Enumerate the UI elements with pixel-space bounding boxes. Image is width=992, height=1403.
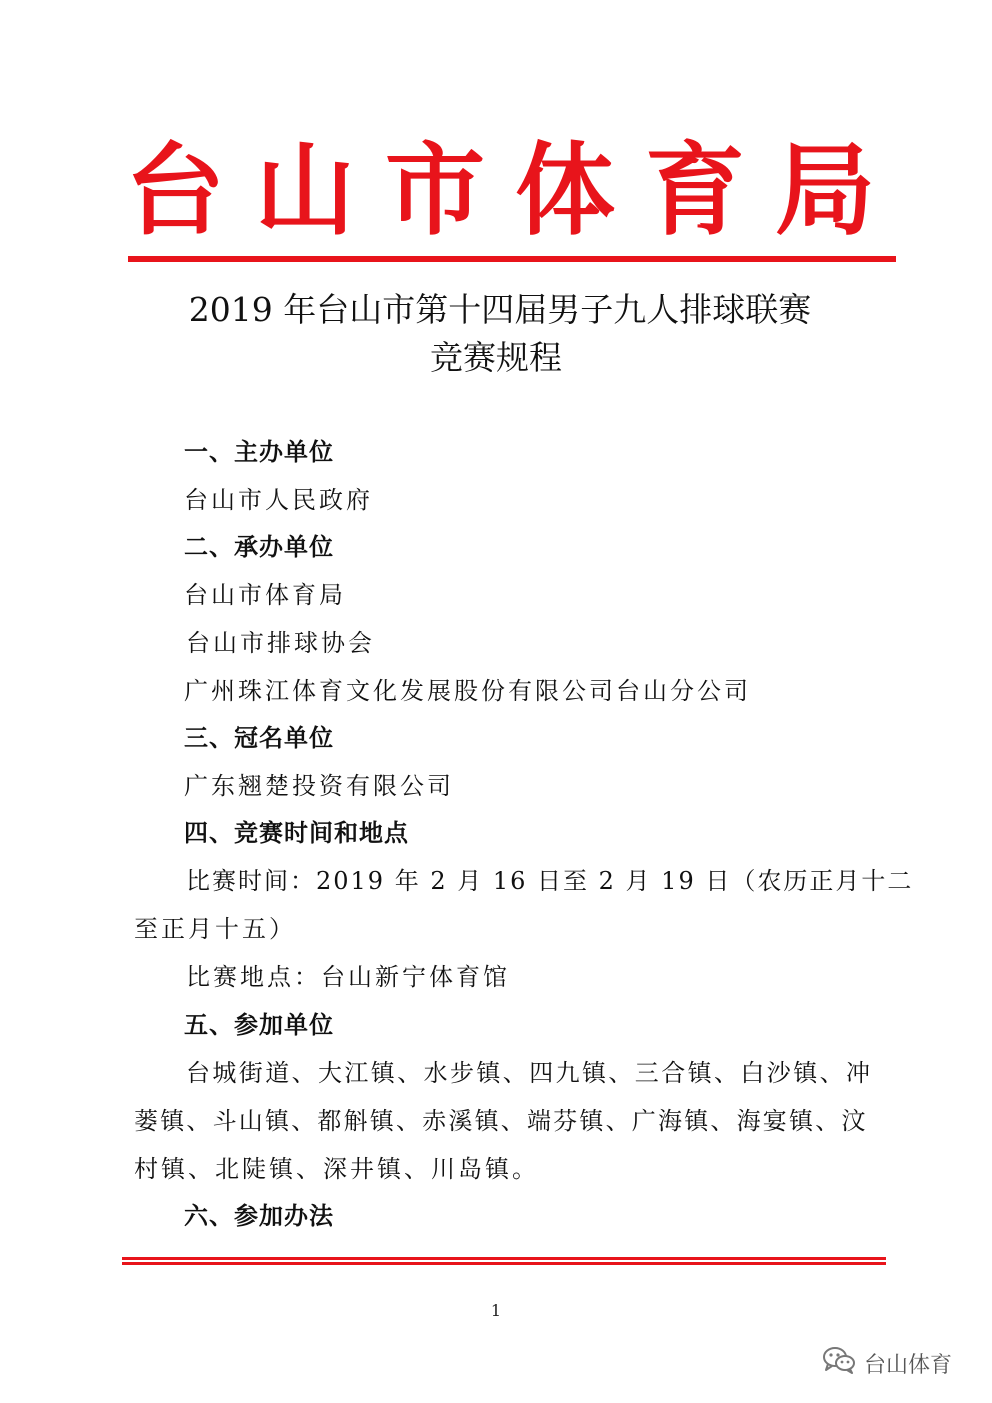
masthead-char: 市 (385, 132, 485, 249)
wechat-icon (822, 1346, 856, 1380)
red-rule-top (128, 256, 896, 262)
body-line: 台城街道、大江镇、水步镇、四九镇、三合镇、白沙镇、冲 (186, 1059, 873, 1087)
masthead-char: 体 (515, 132, 615, 249)
body-line: 台山市排球协会 (186, 629, 375, 657)
watermark (822, 1348, 952, 1378)
masthead-char: 局 (775, 132, 875, 249)
section-heading: 五、参加单位 (184, 1011, 334, 1039)
body-line: 蒌镇、斗山镇、都斛镇、赤溪镇、端芬镇、广海镇、海宴镇、汶 (134, 1107, 868, 1135)
body-line: 至正月十五） (134, 915, 296, 943)
red-rule-bottom (122, 1262, 886, 1265)
doc-title-line1: 2019 年台山市第十四届男子九人排球联赛 (188, 290, 812, 329)
section-heading: 一、主办单位 (184, 438, 334, 466)
section-heading: 三、冠名单位 (184, 724, 334, 752)
body-line: 比赛时间：2019 年 2 月 16 日至 2 月 19 日（农历正月十二 (186, 867, 914, 895)
body-line: 比赛地点：台山新宁体育馆 (186, 963, 510, 991)
body-line: 广东翘楚投资有限公司 (184, 772, 454, 800)
body-line: 台山市人民政府 (184, 486, 373, 514)
watermark-text: 台山体育 (864, 1352, 953, 1378)
body-line: 台山市体育局 (184, 581, 346, 609)
masthead (120, 132, 880, 249)
page-number: 1 (490, 1301, 502, 1320)
masthead-char: 山 (255, 132, 355, 249)
doc-title-line2: 竞赛规程 (430, 338, 562, 377)
section-heading: 四、竞赛时间和地点 (184, 819, 409, 847)
body-line: 广州珠江体育文化发展股份有限公司台山分公司 (184, 677, 751, 705)
section-heading: 二、承办单位 (184, 533, 334, 561)
masthead-char: 育 (645, 132, 745, 249)
body-line: 村镇、北陡镇、深井镇、川岛镇。 (134, 1155, 539, 1183)
masthead-char: 台 (125, 132, 225, 249)
section-heading: 六、参加办法 (184, 1202, 334, 1230)
red-rule-bottom (122, 1257, 886, 1260)
